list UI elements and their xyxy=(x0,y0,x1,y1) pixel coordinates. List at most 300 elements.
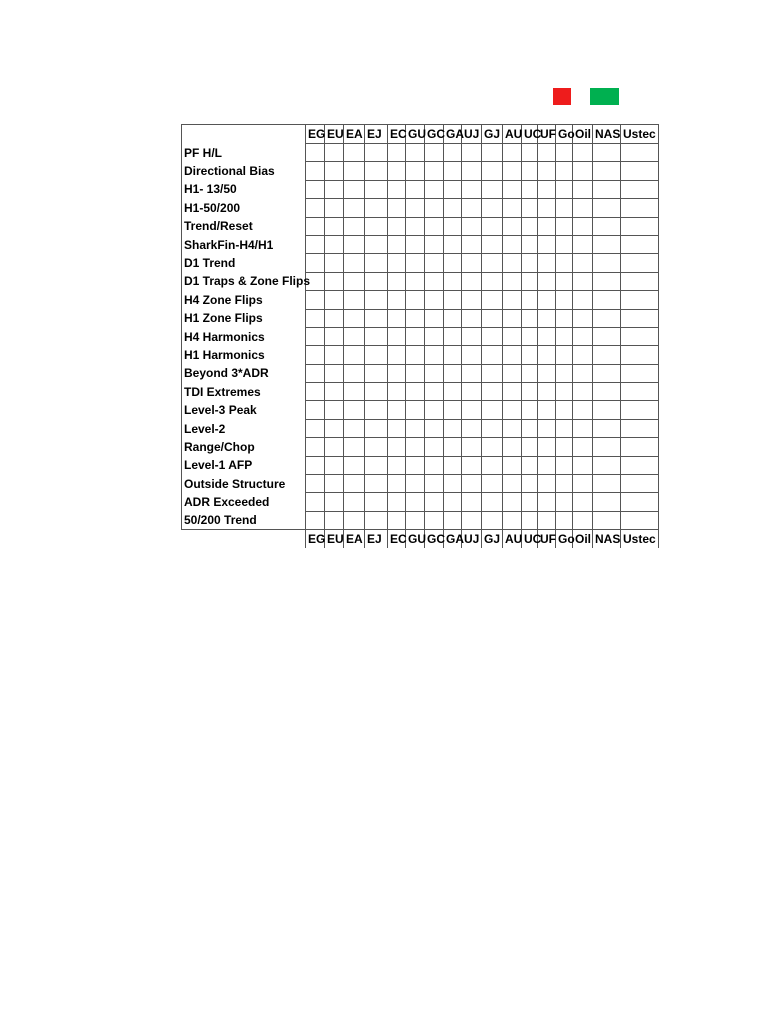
check-cell[interactable] xyxy=(482,511,503,530)
check-cell[interactable] xyxy=(573,346,593,364)
check-cell[interactable] xyxy=(325,199,344,217)
check-cell[interactable] xyxy=(425,309,444,327)
check-cell[interactable] xyxy=(344,199,365,217)
check-cell[interactable] xyxy=(621,235,659,253)
check-cell[interactable] xyxy=(573,272,593,290)
check-cell[interactable] xyxy=(503,438,522,456)
check-cell[interactable] xyxy=(406,346,425,364)
check-cell[interactable] xyxy=(462,493,482,511)
check-cell[interactable] xyxy=(556,401,573,419)
check-cell[interactable] xyxy=(406,327,425,345)
check-cell[interactable] xyxy=(482,254,503,272)
check-cell[interactable] xyxy=(573,144,593,162)
check-cell[interactable] xyxy=(444,493,462,511)
check-cell[interactable] xyxy=(306,438,325,456)
check-cell[interactable] xyxy=(621,419,659,437)
check-cell[interactable] xyxy=(556,511,573,530)
check-cell[interactable] xyxy=(325,419,344,437)
check-cell[interactable] xyxy=(344,144,365,162)
check-cell[interactable] xyxy=(538,346,556,364)
check-cell[interactable] xyxy=(406,254,425,272)
check-cell[interactable] xyxy=(503,456,522,474)
check-cell[interactable] xyxy=(325,180,344,198)
check-cell[interactable] xyxy=(462,272,482,290)
check-cell[interactable] xyxy=(556,144,573,162)
check-cell[interactable] xyxy=(365,401,388,419)
check-cell[interactable] xyxy=(344,401,365,419)
check-cell[interactable] xyxy=(406,162,425,180)
check-cell[interactable] xyxy=(556,162,573,180)
check-cell[interactable] xyxy=(573,291,593,309)
check-cell[interactable] xyxy=(306,144,325,162)
check-cell[interactable] xyxy=(388,493,406,511)
check-cell[interactable] xyxy=(538,383,556,401)
check-cell[interactable] xyxy=(538,272,556,290)
check-cell[interactable] xyxy=(444,272,462,290)
check-cell[interactable] xyxy=(538,309,556,327)
check-cell[interactable] xyxy=(306,493,325,511)
check-cell[interactable] xyxy=(388,346,406,364)
check-cell[interactable] xyxy=(462,456,482,474)
check-cell[interactable] xyxy=(538,419,556,437)
check-cell[interactable] xyxy=(522,327,538,345)
check-cell[interactable] xyxy=(325,364,344,382)
check-cell[interactable] xyxy=(503,383,522,401)
check-cell[interactable] xyxy=(573,475,593,493)
check-cell[interactable] xyxy=(365,180,388,198)
check-cell[interactable] xyxy=(344,162,365,180)
check-cell[interactable] xyxy=(462,475,482,493)
check-cell[interactable] xyxy=(425,346,444,364)
check-cell[interactable] xyxy=(388,180,406,198)
check-cell[interactable] xyxy=(325,401,344,419)
check-cell[interactable] xyxy=(573,309,593,327)
check-cell[interactable] xyxy=(344,327,365,345)
check-cell[interactable] xyxy=(482,364,503,382)
check-cell[interactable] xyxy=(365,511,388,530)
check-cell[interactable] xyxy=(621,217,659,235)
check-cell[interactable] xyxy=(365,162,388,180)
check-cell[interactable] xyxy=(325,346,344,364)
check-cell[interactable] xyxy=(503,254,522,272)
check-cell[interactable] xyxy=(306,199,325,217)
check-cell[interactable] xyxy=(621,162,659,180)
check-cell[interactable] xyxy=(503,401,522,419)
check-cell[interactable] xyxy=(503,235,522,253)
check-cell[interactable] xyxy=(522,383,538,401)
check-cell[interactable] xyxy=(388,511,406,530)
check-cell[interactable] xyxy=(556,493,573,511)
check-cell[interactable] xyxy=(538,456,556,474)
check-cell[interactable] xyxy=(425,162,444,180)
check-cell[interactable] xyxy=(462,291,482,309)
check-cell[interactable] xyxy=(344,419,365,437)
check-cell[interactable] xyxy=(444,217,462,235)
check-cell[interactable] xyxy=(444,144,462,162)
check-cell[interactable] xyxy=(306,401,325,419)
check-cell[interactable] xyxy=(593,493,621,511)
check-cell[interactable] xyxy=(406,309,425,327)
check-cell[interactable] xyxy=(325,235,344,253)
check-cell[interactable] xyxy=(538,162,556,180)
check-cell[interactable] xyxy=(444,456,462,474)
check-cell[interactable] xyxy=(462,511,482,530)
check-cell[interactable] xyxy=(444,383,462,401)
check-cell[interactable] xyxy=(462,199,482,217)
check-cell[interactable] xyxy=(522,291,538,309)
check-cell[interactable] xyxy=(425,401,444,419)
check-cell[interactable] xyxy=(556,327,573,345)
check-cell[interactable] xyxy=(593,438,621,456)
check-cell[interactable] xyxy=(462,327,482,345)
check-cell[interactable] xyxy=(425,199,444,217)
check-cell[interactable] xyxy=(425,272,444,290)
check-cell[interactable] xyxy=(621,475,659,493)
check-cell[interactable] xyxy=(593,364,621,382)
check-cell[interactable] xyxy=(406,493,425,511)
check-cell[interactable] xyxy=(344,235,365,253)
check-cell[interactable] xyxy=(593,144,621,162)
check-cell[interactable] xyxy=(365,383,388,401)
check-cell[interactable] xyxy=(462,401,482,419)
check-cell[interactable] xyxy=(556,199,573,217)
check-cell[interactable] xyxy=(538,438,556,456)
check-cell[interactable] xyxy=(573,401,593,419)
check-cell[interactable] xyxy=(538,254,556,272)
check-cell[interactable] xyxy=(462,364,482,382)
check-cell[interactable] xyxy=(306,162,325,180)
check-cell[interactable] xyxy=(482,401,503,419)
check-cell[interactable] xyxy=(365,438,388,456)
check-cell[interactable] xyxy=(573,162,593,180)
check-cell[interactable] xyxy=(538,180,556,198)
check-cell[interactable] xyxy=(593,346,621,364)
check-cell[interactable] xyxy=(593,456,621,474)
check-cell[interactable] xyxy=(425,475,444,493)
check-cell[interactable] xyxy=(444,309,462,327)
check-cell[interactable] xyxy=(444,162,462,180)
check-cell[interactable] xyxy=(503,272,522,290)
check-cell[interactable] xyxy=(482,438,503,456)
check-cell[interactable] xyxy=(522,254,538,272)
check-cell[interactable] xyxy=(388,217,406,235)
check-cell[interactable] xyxy=(538,144,556,162)
check-cell[interactable] xyxy=(482,309,503,327)
check-cell[interactable] xyxy=(388,419,406,437)
check-cell[interactable] xyxy=(482,327,503,345)
check-cell[interactable] xyxy=(593,309,621,327)
check-cell[interactable] xyxy=(365,475,388,493)
check-cell[interactable] xyxy=(444,180,462,198)
check-cell[interactable] xyxy=(462,309,482,327)
check-cell[interactable] xyxy=(522,346,538,364)
check-cell[interactable] xyxy=(365,364,388,382)
check-cell[interactable] xyxy=(344,438,365,456)
check-cell[interactable] xyxy=(503,162,522,180)
check-cell[interactable] xyxy=(406,180,425,198)
check-cell[interactable] xyxy=(522,511,538,530)
check-cell[interactable] xyxy=(482,162,503,180)
check-cell[interactable] xyxy=(522,438,538,456)
check-cell[interactable] xyxy=(621,272,659,290)
check-cell[interactable] xyxy=(425,254,444,272)
check-cell[interactable] xyxy=(503,493,522,511)
check-cell[interactable] xyxy=(593,327,621,345)
check-cell[interactable] xyxy=(425,235,444,253)
check-cell[interactable] xyxy=(522,309,538,327)
check-cell[interactable] xyxy=(344,180,365,198)
check-cell[interactable] xyxy=(621,383,659,401)
check-cell[interactable] xyxy=(425,217,444,235)
check-cell[interactable] xyxy=(503,199,522,217)
check-cell[interactable] xyxy=(365,493,388,511)
check-cell[interactable] xyxy=(388,235,406,253)
check-cell[interactable] xyxy=(325,272,344,290)
check-cell[interactable] xyxy=(406,438,425,456)
check-cell[interactable] xyxy=(503,291,522,309)
check-cell[interactable] xyxy=(425,456,444,474)
check-cell[interactable] xyxy=(406,291,425,309)
check-cell[interactable] xyxy=(573,419,593,437)
check-cell[interactable] xyxy=(482,493,503,511)
check-cell[interactable] xyxy=(306,327,325,345)
check-cell[interactable] xyxy=(482,217,503,235)
check-cell[interactable] xyxy=(344,217,365,235)
check-cell[interactable] xyxy=(503,364,522,382)
check-cell[interactable] xyxy=(538,291,556,309)
check-cell[interactable] xyxy=(388,456,406,474)
check-cell[interactable] xyxy=(306,217,325,235)
check-cell[interactable] xyxy=(556,272,573,290)
check-cell[interactable] xyxy=(621,199,659,217)
check-cell[interactable] xyxy=(444,419,462,437)
check-cell[interactable] xyxy=(306,180,325,198)
check-cell[interactable] xyxy=(462,419,482,437)
check-cell[interactable] xyxy=(462,180,482,198)
check-cell[interactable] xyxy=(406,475,425,493)
check-cell[interactable] xyxy=(406,401,425,419)
check-cell[interactable] xyxy=(538,475,556,493)
check-cell[interactable] xyxy=(325,493,344,511)
check-cell[interactable] xyxy=(344,364,365,382)
check-cell[interactable] xyxy=(538,401,556,419)
check-cell[interactable] xyxy=(344,383,365,401)
check-cell[interactable] xyxy=(325,254,344,272)
check-cell[interactable] xyxy=(522,199,538,217)
check-cell[interactable] xyxy=(522,180,538,198)
check-cell[interactable] xyxy=(406,199,425,217)
check-cell[interactable] xyxy=(621,493,659,511)
check-cell[interactable] xyxy=(522,144,538,162)
check-cell[interactable] xyxy=(425,364,444,382)
check-cell[interactable] xyxy=(425,383,444,401)
check-cell[interactable] xyxy=(538,327,556,345)
check-cell[interactable] xyxy=(425,327,444,345)
check-cell[interactable] xyxy=(388,291,406,309)
check-cell[interactable] xyxy=(621,254,659,272)
check-cell[interactable] xyxy=(344,475,365,493)
check-cell[interactable] xyxy=(406,383,425,401)
check-cell[interactable] xyxy=(556,346,573,364)
check-cell[interactable] xyxy=(538,493,556,511)
check-cell[interactable] xyxy=(522,493,538,511)
check-cell[interactable] xyxy=(365,346,388,364)
check-cell[interactable] xyxy=(388,401,406,419)
check-cell[interactable] xyxy=(621,309,659,327)
check-cell[interactable] xyxy=(503,217,522,235)
check-cell[interactable] xyxy=(444,401,462,419)
check-cell[interactable] xyxy=(306,419,325,437)
check-cell[interactable] xyxy=(462,235,482,253)
check-cell[interactable] xyxy=(556,456,573,474)
check-cell[interactable] xyxy=(365,254,388,272)
check-cell[interactable] xyxy=(462,162,482,180)
check-cell[interactable] xyxy=(344,511,365,530)
check-cell[interactable] xyxy=(365,272,388,290)
check-cell[interactable] xyxy=(425,419,444,437)
check-cell[interactable] xyxy=(425,511,444,530)
check-cell[interactable] xyxy=(621,180,659,198)
check-cell[interactable] xyxy=(406,272,425,290)
check-cell[interactable] xyxy=(503,180,522,198)
check-cell[interactable] xyxy=(556,291,573,309)
check-cell[interactable] xyxy=(538,235,556,253)
check-cell[interactable] xyxy=(365,327,388,345)
check-cell[interactable] xyxy=(388,383,406,401)
check-cell[interactable] xyxy=(573,511,593,530)
check-cell[interactable] xyxy=(503,475,522,493)
check-cell[interactable] xyxy=(306,254,325,272)
check-cell[interactable] xyxy=(388,199,406,217)
check-cell[interactable] xyxy=(503,511,522,530)
check-cell[interactable] xyxy=(306,511,325,530)
check-cell[interactable] xyxy=(522,217,538,235)
check-cell[interactable] xyxy=(482,144,503,162)
check-cell[interactable] xyxy=(482,235,503,253)
check-cell[interactable] xyxy=(425,144,444,162)
check-cell[interactable] xyxy=(593,383,621,401)
check-cell[interactable] xyxy=(503,327,522,345)
check-cell[interactable] xyxy=(365,419,388,437)
check-cell[interactable] xyxy=(503,346,522,364)
check-cell[interactable] xyxy=(306,291,325,309)
check-cell[interactable] xyxy=(556,383,573,401)
check-cell[interactable] xyxy=(621,291,659,309)
check-cell[interactable] xyxy=(593,199,621,217)
check-cell[interactable] xyxy=(444,346,462,364)
check-cell[interactable] xyxy=(538,364,556,382)
check-cell[interactable] xyxy=(593,235,621,253)
check-cell[interactable] xyxy=(425,180,444,198)
check-cell[interactable] xyxy=(573,456,593,474)
check-cell[interactable] xyxy=(344,254,365,272)
check-cell[interactable] xyxy=(444,254,462,272)
check-cell[interactable] xyxy=(444,511,462,530)
check-cell[interactable] xyxy=(573,438,593,456)
check-cell[interactable] xyxy=(444,475,462,493)
check-cell[interactable] xyxy=(522,456,538,474)
check-cell[interactable] xyxy=(522,235,538,253)
check-cell[interactable] xyxy=(388,327,406,345)
check-cell[interactable] xyxy=(444,291,462,309)
check-cell[interactable] xyxy=(621,511,659,530)
check-cell[interactable] xyxy=(325,144,344,162)
check-cell[interactable] xyxy=(593,511,621,530)
check-cell[interactable] xyxy=(503,309,522,327)
check-cell[interactable] xyxy=(325,309,344,327)
check-cell[interactable] xyxy=(621,401,659,419)
check-cell[interactable] xyxy=(538,217,556,235)
check-cell[interactable] xyxy=(406,511,425,530)
check-cell[interactable] xyxy=(482,419,503,437)
check-cell[interactable] xyxy=(444,438,462,456)
check-cell[interactable] xyxy=(388,438,406,456)
check-cell[interactable] xyxy=(556,364,573,382)
check-cell[interactable] xyxy=(406,217,425,235)
check-cell[interactable] xyxy=(462,346,482,364)
check-cell[interactable] xyxy=(593,217,621,235)
check-cell[interactable] xyxy=(482,456,503,474)
check-cell[interactable] xyxy=(406,419,425,437)
check-cell[interactable] xyxy=(573,327,593,345)
check-cell[interactable] xyxy=(325,291,344,309)
check-cell[interactable] xyxy=(556,217,573,235)
check-cell[interactable] xyxy=(444,199,462,217)
check-cell[interactable] xyxy=(538,199,556,217)
check-cell[interactable] xyxy=(306,383,325,401)
check-cell[interactable] xyxy=(344,493,365,511)
check-cell[interactable] xyxy=(522,272,538,290)
check-cell[interactable] xyxy=(365,291,388,309)
check-cell[interactable] xyxy=(556,309,573,327)
check-cell[interactable] xyxy=(482,346,503,364)
check-cell[interactable] xyxy=(406,364,425,382)
check-cell[interactable] xyxy=(306,475,325,493)
check-cell[interactable] xyxy=(388,144,406,162)
check-cell[interactable] xyxy=(593,180,621,198)
check-cell[interactable] xyxy=(573,180,593,198)
check-cell[interactable] xyxy=(522,419,538,437)
check-cell[interactable] xyxy=(573,199,593,217)
check-cell[interactable] xyxy=(365,217,388,235)
check-cell[interactable] xyxy=(406,144,425,162)
check-cell[interactable] xyxy=(425,291,444,309)
check-cell[interactable] xyxy=(522,162,538,180)
check-cell[interactable] xyxy=(573,254,593,272)
check-cell[interactable] xyxy=(325,217,344,235)
check-cell[interactable] xyxy=(556,180,573,198)
check-cell[interactable] xyxy=(444,364,462,382)
check-cell[interactable] xyxy=(425,438,444,456)
check-cell[interactable] xyxy=(344,272,365,290)
check-cell[interactable] xyxy=(621,456,659,474)
check-cell[interactable] xyxy=(621,327,659,345)
check-cell[interactable] xyxy=(388,272,406,290)
check-cell[interactable] xyxy=(482,180,503,198)
check-cell[interactable] xyxy=(388,162,406,180)
check-cell[interactable] xyxy=(573,493,593,511)
check-cell[interactable] xyxy=(593,475,621,493)
check-cell[interactable] xyxy=(325,456,344,474)
check-cell[interactable] xyxy=(593,291,621,309)
check-cell[interactable] xyxy=(522,364,538,382)
check-cell[interactable] xyxy=(593,254,621,272)
check-cell[interactable] xyxy=(462,217,482,235)
check-cell[interactable] xyxy=(444,327,462,345)
check-cell[interactable] xyxy=(573,364,593,382)
check-cell[interactable] xyxy=(573,383,593,401)
check-cell[interactable] xyxy=(325,511,344,530)
